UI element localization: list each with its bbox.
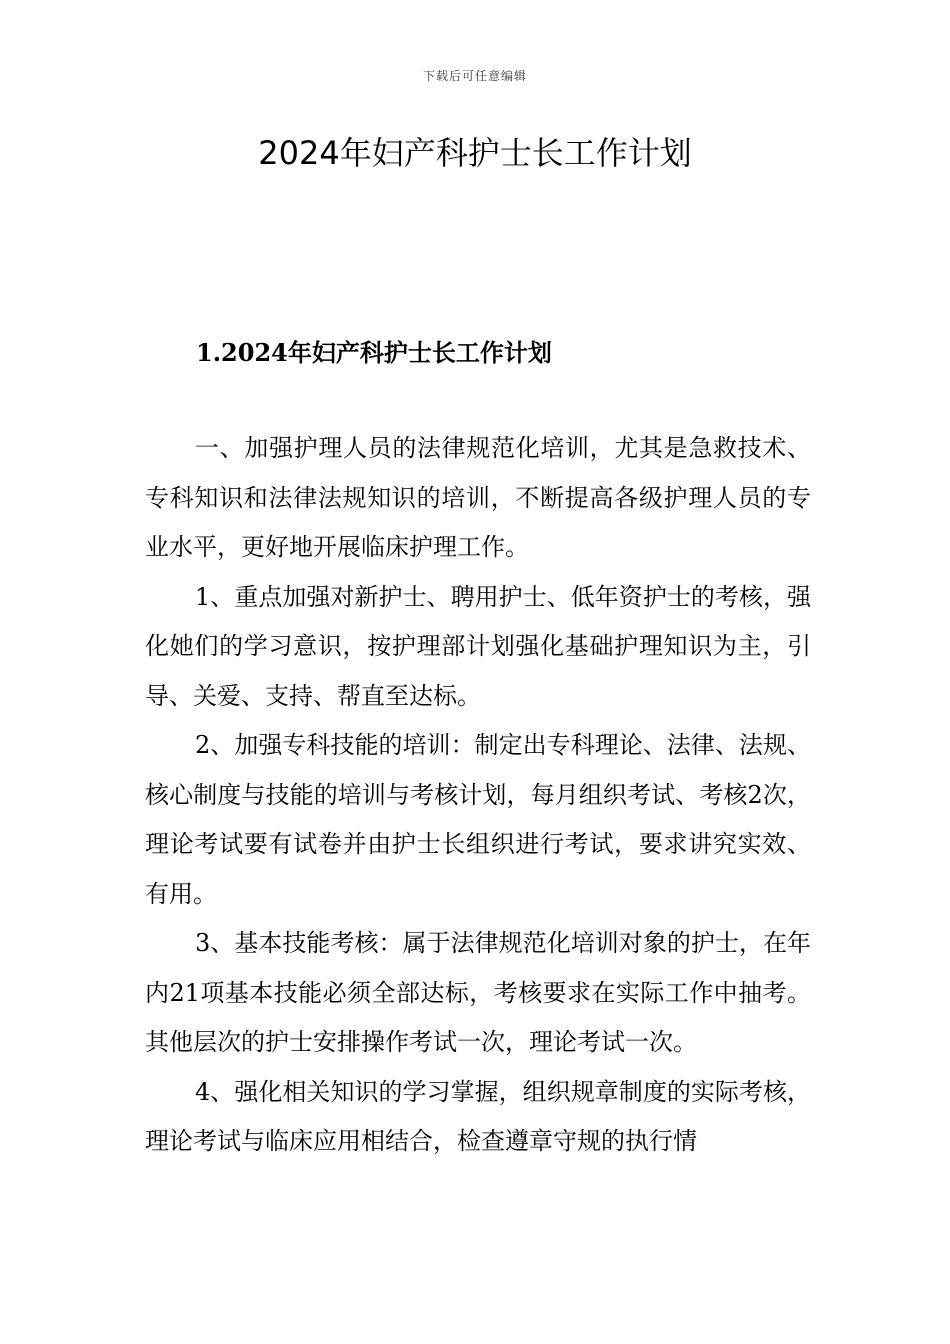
document-body [145, 424, 811, 1167]
paragraph-intro: 一、加强护理人员的法律规范化培训，尤其是急救技术、专科知识和法律法规知识的培训，不断提高各级护理人员的专业水平，更好地开展临床护理工作。 [145, 434, 811, 561]
paragraph-item-1: 1、重点加强对新护士、聘用护士、低年资护士的考核，强化她们的学习意识，按护理部计划强化基础护理知识为主，引导、关爱、支持、帮直至达标。 [145, 582, 811, 710]
paragraph-item-4: 4、强化相关知识的学习掌握，组织规章制度的实际考核，理论考试与临床应用相结合，检查遵章守规的执行情 [145, 1077, 811, 1155]
document-title: 2024年妇产科护士长工作计划 [258, 134, 692, 172]
header-note: 下载后可任意编辑 [422, 69, 527, 83]
paragraph-item-3: 3、基本技能考核：属于法律规范化培训对象的护士，在年内21项基本技能必须全部达标，考核要求在实际工作中抽考。其他层次的护士安排操作考试一次，理论考试一次。 [145, 929, 811, 1056]
paragraph-item-2: 2、加强专科技能的培训：制定出专科理论、法律、法规、核心制度与技能的培训与考核计划，每月组织考试、考核2次，理论考试要有试卷并由护士长组织进行考试，要求讲究实效、有用。 [145, 731, 811, 908]
section-heading: 1.2024年妇产科护士长工作计划 [196, 338, 552, 367]
